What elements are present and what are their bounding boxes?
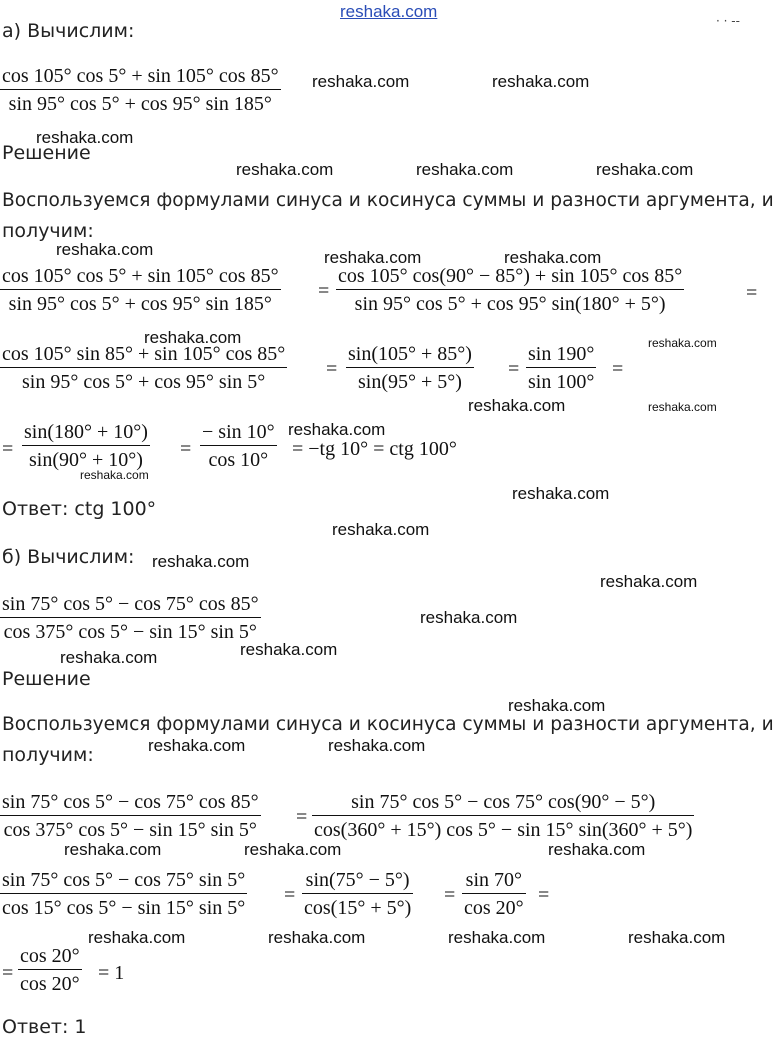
fraction-denominator: sin 95° cos 5° + cos 95° sin 185° bbox=[8, 293, 272, 315]
equals-sign: = bbox=[180, 438, 192, 460]
fraction-bar bbox=[0, 815, 261, 816]
fraction-bar bbox=[0, 893, 247, 894]
watermark: reshaka.com bbox=[152, 552, 250, 571]
part-a-step2-f1 bbox=[0, 342, 287, 394]
watermark: reshaka.com bbox=[64, 840, 162, 859]
watermark: reshaka.com bbox=[416, 160, 514, 179]
part-b-step1-left bbox=[0, 790, 261, 842]
watermark: reshaka.com bbox=[244, 840, 342, 859]
fraction-denominator: cos 15° cos 5° − sin 15° sin 5° bbox=[2, 897, 246, 919]
fraction-bar bbox=[18, 969, 82, 970]
fraction-bar bbox=[0, 289, 281, 290]
part-a-label: а) Вычислим: bbox=[2, 20, 135, 42]
site-header-link[interactable]: reshaka.com bbox=[340, 2, 438, 21]
part-a-intro-line1: Воспользуемся формулами синуса и косинуса суммы и разности аргумента, и bbox=[2, 190, 774, 211]
watermark: reshaka.com bbox=[420, 608, 518, 627]
watermark: reshaka.com bbox=[648, 336, 717, 350]
watermark: reshaka.com bbox=[268, 928, 366, 947]
part-b-answer: Ответ: 1 bbox=[2, 1016, 87, 1038]
fraction-numerator: sin(75° − 5°) bbox=[305, 869, 410, 891]
fraction-numerator: sin 75° cos 5° − cos 75° sin 5° bbox=[2, 869, 246, 891]
fraction-numerator: sin 70° bbox=[465, 869, 522, 891]
fraction-numerator: sin(105° + 85°) bbox=[348, 343, 472, 365]
watermark: reshaka.com bbox=[508, 696, 606, 715]
equals-sign: = bbox=[296, 806, 308, 828]
part-b-intro-line1: Воспользуемся формулами синуса и косинуса суммы и разности аргумента, и bbox=[2, 714, 774, 735]
part-a-answer: Ответ: ctg 100° bbox=[2, 498, 157, 520]
watermark: reshaka.com bbox=[144, 328, 242, 347]
fraction-denominator: cos 20° bbox=[20, 973, 80, 995]
part-b-step1-right bbox=[312, 790, 694, 842]
watermark: reshaka.com bbox=[600, 572, 698, 591]
part-b-expression bbox=[0, 592, 261, 644]
fraction-numerator: − sin 10° bbox=[202, 421, 275, 443]
fraction-denominator: sin 95° cos 5° + cos 95° sin 185° bbox=[8, 93, 272, 115]
watermark: reshaka.com bbox=[548, 840, 646, 859]
equals-sign: = bbox=[2, 962, 14, 984]
fraction-denominator: cos 20° bbox=[464, 897, 524, 919]
equals-sign: = bbox=[444, 884, 456, 906]
fraction-numerator: cos 105° cos(90° − 85°) + sin 105° cos 85° bbox=[338, 265, 683, 287]
fraction-bar bbox=[0, 617, 261, 618]
watermark: reshaka.com bbox=[36, 128, 134, 147]
equals-sign: = bbox=[746, 282, 758, 304]
part-a-step2-f3 bbox=[526, 342, 596, 394]
fraction-bar bbox=[346, 367, 474, 368]
part-b-step2-f3 bbox=[462, 868, 526, 920]
part-a-expression bbox=[0, 64, 281, 116]
fraction-numerator: cos 105° sin 85° + sin 105° cos 85° bbox=[2, 343, 286, 365]
fraction-bar bbox=[462, 893, 526, 894]
equals-sign: = bbox=[284, 884, 296, 906]
part-a-solution-label: Решение bbox=[2, 142, 91, 164]
watermark: reshaka.com bbox=[596, 160, 694, 179]
watermark: reshaka.com bbox=[328, 736, 426, 755]
fraction-numerator: sin 75° cos 5° − cos 75° cos 85° bbox=[2, 791, 259, 813]
part-a-step1-left bbox=[0, 264, 281, 316]
fraction-denominator: sin 95° cos 5° + cos 95° sin(180° + 5°) bbox=[354, 293, 666, 315]
part-b-step3-tail: = 1 bbox=[98, 962, 125, 984]
watermark: reshaka.com bbox=[148, 736, 246, 755]
part-a-step2-f2 bbox=[346, 342, 474, 394]
equals-sign: = bbox=[326, 358, 338, 380]
watermark: reshaka.com bbox=[512, 484, 610, 503]
fraction-denominator: cos(15° + 5°) bbox=[304, 897, 412, 919]
fraction-bar bbox=[312, 815, 694, 816]
part-b-solution-label: Решение bbox=[2, 668, 91, 690]
fraction-denominator: cos 10° bbox=[208, 449, 269, 471]
fraction-numerator: cos 105° cos 5° + sin 105° cos 85° bbox=[2, 265, 279, 287]
watermark: reshaka.com bbox=[88, 928, 186, 947]
part-b-step2-f2 bbox=[302, 868, 413, 920]
fraction-denominator: cos 375° cos 5° − sin 15° sin 5° bbox=[3, 621, 257, 643]
watermark: reshaka.com bbox=[240, 640, 338, 659]
fraction-numerator: sin(180° + 10°) bbox=[24, 421, 148, 443]
fraction-numerator: sin 75° cos 5° − cos 75° cos(90° − 5°) bbox=[351, 791, 656, 813]
part-a-step3-f2 bbox=[200, 420, 277, 472]
equals-sign: = bbox=[508, 358, 520, 380]
part-a-step3-tail: = −tg 10° = ctg 100° bbox=[292, 438, 457, 460]
fraction-denominator: sin 100° bbox=[528, 371, 595, 393]
watermark: reshaka.com bbox=[448, 928, 546, 947]
watermark: reshaka.com bbox=[312, 72, 410, 91]
part-a-step1-right bbox=[336, 264, 684, 316]
fraction-denominator: cos 375° cos 5° − sin 15° sin 5° bbox=[3, 819, 257, 841]
equals-sign: = bbox=[318, 280, 330, 302]
part-b-intro-line2: получим: bbox=[2, 744, 94, 766]
part-a-step3-f1 bbox=[22, 420, 150, 472]
part-b-step3-f1 bbox=[18, 944, 82, 996]
watermark: reshaka.com bbox=[628, 928, 726, 947]
watermark: reshaka.com bbox=[332, 520, 430, 539]
fraction-numerator: sin 75° cos 5° − cos 75° cos 85° bbox=[2, 593, 259, 615]
watermark: reshaka.com bbox=[60, 648, 158, 667]
fraction-denominator: sin 95° cos 5° + cos 95° sin 5° bbox=[22, 371, 266, 393]
fraction-bar bbox=[302, 893, 413, 894]
fraction-numerator: cos 105° cos 5° + sin 105° cos 85° bbox=[2, 65, 279, 87]
equals-sign: = bbox=[2, 438, 14, 460]
corner-mark: · · -- bbox=[716, 14, 740, 28]
fraction-numerator: sin 190° bbox=[528, 343, 595, 365]
fraction-numerator: cos 20° bbox=[20, 945, 80, 967]
fraction-bar bbox=[526, 367, 596, 368]
fraction-denominator: sin(90° + 10°) bbox=[29, 449, 143, 471]
watermark: reshaka.com bbox=[80, 468, 149, 482]
equals-sign: = bbox=[612, 358, 624, 380]
fraction-bar bbox=[22, 445, 150, 446]
fraction-denominator: cos(360° + 15°) cos 5° − sin 15° sin(360° + 5°) bbox=[314, 819, 693, 841]
part-a-intro-line2: получим: bbox=[2, 220, 94, 242]
watermark: reshaka.com bbox=[648, 400, 717, 414]
fraction-bar bbox=[0, 367, 287, 368]
part-b-step2-f1 bbox=[0, 868, 247, 920]
watermark: reshaka.com bbox=[288, 420, 386, 439]
fraction-bar bbox=[0, 89, 281, 90]
equals-sign: = bbox=[538, 884, 550, 906]
fraction-denominator: sin(95° + 5°) bbox=[358, 371, 462, 393]
watermark: reshaka.com bbox=[56, 240, 154, 259]
watermark: reshaka.com bbox=[504, 248, 602, 267]
fraction-bar bbox=[336, 289, 684, 290]
part-b-label: б) Вычислим: bbox=[2, 546, 135, 568]
fraction-bar bbox=[200, 445, 277, 446]
watermark: reshaka.com bbox=[324, 248, 422, 267]
watermark: reshaka.com bbox=[236, 160, 334, 179]
watermark: reshaka.com bbox=[468, 396, 566, 415]
watermark: reshaka.com bbox=[492, 72, 590, 91]
